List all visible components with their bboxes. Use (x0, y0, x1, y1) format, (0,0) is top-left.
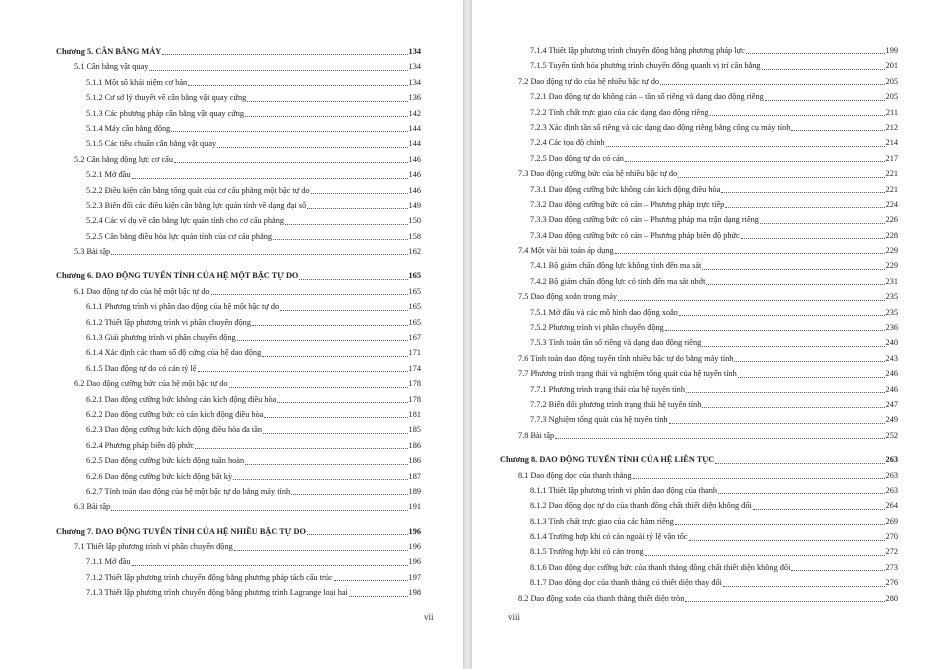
toc-entry-page: 146 (408, 154, 421, 164)
dot-leader (678, 176, 884, 178)
toc-entry-title: 5.2.5 Cân bằng điều hòa lực quán tính của cơ cấu phẳng (86, 231, 273, 241)
toc-entry-page: 228 (885, 230, 898, 240)
toc-section-entry (56, 539, 421, 554)
toc-entry-title: 5.1 Cân bằng vật quay (74, 62, 149, 72)
toc-section-entry (500, 74, 898, 89)
dot-leader (229, 386, 408, 388)
toc-entry-title: 6.1.4 Xác định các tham số độ cứng của hệ dao động (86, 348, 262, 358)
toc-subsection-entry (500, 382, 898, 397)
toc-entry-title: Chương 6. DAO ĐỘNG TUYẾN TÍNH CỦA HỆ MỘT BẬC TỰ DO (56, 271, 299, 281)
toc-entry-title: 7.4 Một vài bài toán áp dụng (518, 246, 614, 256)
dot-leader (171, 130, 407, 132)
dot-leader (669, 422, 885, 424)
toc-entry-page: 165 (408, 271, 421, 281)
toc-entry-page: 186 (408, 456, 421, 466)
toc-entry-title: 7.2.3 Xác định tần số riêng và các dạng dao động riêng bằng công cụ máy tính (530, 122, 791, 132)
toc-subsection-entry (500, 514, 898, 529)
toc-entry-title: 8.1.6 Dao động dọc cưỡng bức của thanh thẳng đồng chất thiết diện không đổi (530, 562, 791, 572)
toc-section-entry (56, 152, 421, 167)
toc-subsection-entry (56, 345, 421, 360)
toc-entry-title: 5.1.4 Máy cân bằng động (86, 123, 171, 133)
toc-section-entry (56, 244, 421, 259)
toc-section-entry (500, 243, 898, 258)
toc-subsection-entry (500, 258, 898, 273)
dot-leader (702, 345, 884, 347)
toc-subsection-entry (500, 575, 898, 590)
toc-entry-title: Chương 7. DAO ĐỘNG TUYẾN TÍNH CỦA HỆ NHIỀU BẬC TỰ DO (56, 526, 306, 536)
toc-subsection-entry (500, 182, 898, 197)
toc-entry-page: 171 (408, 348, 421, 358)
toc-subsection-entry (56, 453, 421, 468)
dot-leader (285, 223, 408, 225)
toc-subsection-entry (500, 483, 898, 498)
dot-leader (132, 177, 408, 179)
toc-section-entry (56, 499, 421, 514)
toc-entry-page: 229 (885, 246, 898, 256)
toc-subsection-entry (500, 43, 898, 58)
toc-entry-page: 178 (408, 394, 421, 404)
toc-subsection-entry (56, 121, 421, 136)
toc-entry-page: 165 (408, 317, 421, 327)
dot-leader (311, 192, 408, 194)
dot-leader (753, 508, 885, 510)
toc-entry-title: 7.6 Tính toán dao động tuyến tính nhiều bậc tự do bằng máy tính (518, 353, 734, 363)
toc-entry-page: 263 (885, 455, 898, 465)
dot-leader (760, 222, 885, 224)
right-page (472, 0, 938, 669)
toc-subsection-entry (500, 545, 898, 560)
toc-entry-page: 236 (885, 323, 898, 333)
toc-entry-page: 165 (408, 286, 421, 296)
dot-leader (702, 406, 884, 408)
toc-subsection-entry (500, 560, 898, 575)
toc-entry-page: 165 (408, 302, 421, 312)
toc-entry-page: 185 (408, 425, 421, 435)
toc-entry-title: 7.3.3 Dao động cưỡng bức có cản – Phương pháp ma trận dạng riêng (530, 215, 759, 225)
toc-entry-title: 6.2.2 Dao động cưỡng bức có cản kích động điều hòa (86, 409, 264, 419)
dot-leader (679, 314, 885, 316)
dot-leader (765, 99, 885, 101)
dot-leader (706, 283, 884, 285)
toc-entry-title: Chương 5. CÂN BẰNG MÁY (56, 46, 162, 56)
dot-leader (618, 299, 884, 301)
toc-entry-page: 201 (885, 61, 898, 71)
dot-leader (686, 391, 885, 393)
toc-entry-title: 5.2.4 Các ví dụ về cân bằng lực quán tính cho cơ cấu phẳng (86, 216, 285, 226)
toc-entry-page: 149 (408, 200, 421, 210)
toc-entry-page: 264 (885, 501, 898, 511)
dot-leader (689, 539, 885, 541)
toc-section-entry (500, 366, 898, 381)
toc-entry-title: 7.2.1 Dao động tự do không cản – tần số riêng và dạng dao động riêng (530, 92, 764, 102)
dot-leader (685, 600, 884, 602)
toc-entry-page: 240 (885, 338, 898, 348)
toc-section-entry (500, 468, 898, 483)
dot-leader (791, 129, 884, 131)
page-number-left: vii (424, 612, 434, 622)
toc-entry-title: 7.1.5 Tuyến tính hóa phương trình chuyển động quanh vị trí cân bằng (530, 61, 761, 71)
toc-subsection-entry (56, 469, 421, 484)
toc-entry-page: 263 (885, 485, 898, 495)
page-number-right: viii (508, 612, 521, 622)
toc-entry-title: 8.1.7 Dao động dọc của thanh thẳng có thiết diện thay đổi (530, 578, 722, 588)
toc-entry-page: 134 (408, 77, 421, 87)
toc-entry-page: 189 (408, 486, 421, 496)
toc-chapter-entry (56, 44, 421, 59)
dot-leader (247, 100, 407, 102)
dot-leader (762, 68, 885, 70)
toc-entry-page: 162 (408, 247, 421, 257)
toc-subsection-entry (500, 228, 898, 243)
toc-subsection-entry (500, 397, 898, 412)
toc-right (500, 43, 898, 606)
toc-entry-page: 226 (885, 215, 898, 225)
toc-entry-page: 146 (408, 170, 421, 180)
toc-entry-page: 196 (408, 557, 421, 567)
toc-entry-title: 7.7 Phương trình trạng thái và nghiệm tổng quát của hệ tuyến tính (518, 369, 737, 379)
toc-entry-page: 214 (885, 138, 898, 148)
toc-entry-page: 273 (885, 562, 898, 572)
toc-section-entry (500, 351, 898, 366)
toc-entry-title: 7.8 Bài tập (518, 430, 555, 440)
toc-subsection-entry (56, 106, 421, 121)
toc-subsection-entry (56, 570, 421, 585)
toc-subsection-entry (56, 90, 421, 105)
toc-entry-title: 6.2.7 Tính toán dao động của hệ một bậc tự do bằng máy tính (86, 486, 291, 496)
dot-leader (746, 52, 885, 54)
dot-leader (264, 416, 407, 418)
toc-subsection-entry (500, 135, 898, 150)
dot-leader (149, 69, 407, 71)
toc-entry-title: 6.1.3 Giải phương trình vi phân chuyển động (86, 333, 236, 343)
toc-entry-page: 276 (885, 578, 898, 588)
toc-section-entry (56, 376, 421, 391)
toc-entry-page: 150 (408, 216, 421, 226)
toc-entry-page: 134 (408, 62, 421, 72)
toc-chapter-entry (56, 268, 421, 283)
toc-entry-title: Chương 8. DAO ĐỘNG TUYẾN TÍNH CỦA HỆ LIÊN TỤC (500, 455, 715, 465)
toc-subsection-entry (500, 305, 898, 320)
toc-subsection-entry (500, 335, 898, 350)
dot-leader (715, 462, 884, 464)
toc-entry-page: 198 (408, 588, 421, 598)
toc-entry-page: 243 (885, 353, 898, 363)
toc-entry-title: 7.3.4 Dao động cưỡng bức có cản – Phương pháp biên độ phức (530, 230, 740, 240)
dot-leader (234, 549, 408, 551)
toc-subsection-entry (500, 89, 898, 104)
toc-entry-page: 269 (885, 516, 898, 526)
dot-leader (334, 579, 408, 581)
toc-entry-title: 7.1.4 Thiết lập phương trình chuyển động bằng phương pháp lực (530, 45, 745, 55)
toc-subsection-entry (500, 320, 898, 335)
toc-subsection-entry (500, 151, 898, 166)
toc-entry-title: 7.5 Dao động xoắn trong máy (518, 292, 618, 302)
toc-entry-page: 136 (408, 93, 421, 103)
toc-subsection-entry (56, 75, 421, 90)
toc-entry-page: 263 (885, 470, 898, 480)
toc-entry-page: 272 (885, 547, 898, 557)
toc-subsection-entry (56, 299, 421, 314)
toc-subsection-entry (500, 498, 898, 513)
dot-leader (263, 432, 407, 434)
toc-entry-title: 7.5.3 Tính toán tần số riêng và dạng dao động riêng (530, 338, 702, 348)
toc-entry-title: 6.1.1 Phương trình vi phân dao động của hệ một bậc tự do (86, 302, 280, 312)
toc-subsection-entry (56, 438, 421, 453)
toc-subsection-entry (56, 183, 421, 198)
toc-entry-title: 5.1.3 Các phương pháp cân bằng vật quay cứng (86, 108, 245, 118)
toc-entry-title: 7.3 Dao động cưỡng bức của hệ nhiều bậc tự do (518, 169, 678, 179)
toc-entry-title: 6.2.3 Dao động cưỡng bức kích động điều hòa đa tần (86, 425, 263, 435)
dot-leader (280, 309, 407, 311)
toc-chapter-entry (500, 452, 898, 467)
toc-entry-page: 144 (408, 139, 421, 149)
toc-entry-page: 196 (408, 526, 421, 536)
toc-entry-page: 217 (885, 153, 898, 163)
toc-entry-title: 8.1 Dao động dọc của thanh thẳng (518, 470, 632, 480)
toc-entry-title: 7.7.2 Biến đổi phương trình trạng thái hệ tuyến tính (530, 399, 702, 409)
toc-entry-page: 205 (885, 76, 898, 86)
toc-entry-page: 142 (408, 108, 421, 118)
toc-subsection-entry (56, 213, 421, 228)
dot-leader (738, 376, 885, 378)
dot-leader (299, 278, 407, 280)
dot-leader (675, 523, 885, 525)
toc-entry-title: 6.2.5 Dao động cưỡng bức kích động tuần hoàn (86, 456, 245, 466)
toc-entry-title: 7.3.1 Dao động cưỡng bức không cản kích động điều hòa (530, 184, 721, 194)
dot-leader (252, 324, 408, 326)
toc-subsection-entry (56, 555, 421, 570)
toc-entry-title: 8.1.2 Dao động dọc tự do của thanh đồng chất thiết diện không đổi (530, 501, 752, 511)
toc-subsection-entry (56, 392, 421, 407)
toc-entry-page: 187 (408, 471, 421, 481)
toc-entry-title: 7.5.2 Phương trình vi phân chuyển động (530, 323, 664, 333)
toc-entry-title: 8.1.1 Thiết lập phương trình vi phân dao động của thanh (530, 485, 718, 495)
toc-subsection-entry (56, 167, 421, 182)
dot-leader (791, 569, 884, 571)
toc-entry-page: 211 (885, 107, 898, 117)
toc-entry-title: 5.2.2 Điều kiện cân bằng tổng quát của cơ cấu phẳng một bậc tự do (86, 185, 310, 195)
toc-entry-page: 167 (408, 333, 421, 343)
dot-leader (111, 509, 407, 511)
dot-leader (307, 207, 407, 209)
toc-entry-title: 6.2 Dao động cưỡng bức của hệ một bậc tự do (74, 379, 228, 389)
toc-entry-page: 221 (885, 169, 898, 179)
toc-entry-page: 144 (408, 123, 421, 133)
dot-leader (718, 492, 884, 494)
dot-leader (195, 447, 407, 449)
dot-leader (188, 84, 407, 86)
toc-entry-page: 246 (885, 369, 898, 379)
toc-subsection-entry (56, 422, 421, 437)
toc-entry-title: 7.2.5 Dao động tự do có cản (530, 153, 624, 163)
toc-entry-page: 178 (408, 379, 421, 389)
toc-section-entry (56, 59, 421, 74)
toc-entry-title: 8.1.4 Trường hợp khi có cản ngoài tỷ lệ vận tốc (530, 532, 688, 542)
toc-entry-page: 246 (885, 384, 898, 394)
toc-entry-page: 181 (408, 409, 421, 419)
toc-entry-page: 134 (408, 46, 421, 56)
toc-section-entry (56, 284, 421, 299)
toc-section-entry (500, 289, 898, 304)
toc-entry-title: 8.1.3 Tính chất trực giao của các hàm riêng (530, 516, 674, 526)
toc-subsection-entry (500, 197, 898, 212)
toc-entry-page: 199 (885, 45, 898, 55)
toc-subsection-entry (56, 330, 421, 345)
toc-entry-page: 249 (885, 415, 898, 425)
dot-leader (211, 293, 408, 295)
toc-entry-title: 8.2 Dao động xoắn của thanh thẳng thiết diện tròn (518, 593, 685, 603)
dot-leader (625, 160, 885, 162)
toc-entry-page: 247 (885, 399, 898, 409)
dot-leader (725, 206, 884, 208)
toc-entry-title: 6.1.2 Thiết lập phương trình vi phân chuyển động (86, 317, 251, 327)
dot-leader (217, 146, 407, 148)
toc-entry-title: 8.1.5 Trường hợp khi có cản trong (530, 547, 644, 557)
dot-leader (174, 161, 408, 163)
toc-entry-page: 221 (885, 184, 898, 194)
toc-subsection-entry (500, 529, 898, 544)
dot-leader (633, 477, 885, 479)
toc-entry-page: 229 (885, 261, 898, 271)
dot-leader (233, 478, 407, 480)
toc-entry-title: 6.2.6 Dao động cưỡng bức kích động bất kỳ (86, 471, 233, 481)
toc-subsection-entry (56, 407, 421, 422)
dot-leader (111, 253, 407, 255)
toc-subsection-entry (500, 274, 898, 289)
dot-leader (555, 437, 884, 439)
toc-entry-title: 7.2.2 Tính chất trực giao của các dạng dao động riêng (530, 107, 709, 117)
dot-leader (162, 53, 407, 55)
toc-subsection-entry (500, 212, 898, 227)
dot-leader (291, 493, 407, 495)
toc-entry-page: 197 (408, 572, 421, 582)
dot-leader (273, 238, 407, 240)
toc-subsection-entry (56, 585, 421, 600)
toc-entry-page: 186 (408, 440, 421, 450)
toc-chapter-entry (56, 524, 421, 539)
dot-leader (198, 370, 408, 372)
dot-leader (245, 115, 407, 117)
toc-entry-title: 6.1 Dao động tự do của hệ một bậc tự do (74, 286, 210, 296)
toc-entry-title: 5.1.1 Một số khái niệm cơ bản (86, 77, 188, 87)
dot-leader (277, 401, 407, 403)
toc-entry-title: 5.1.2 Cơ sở lý thuyết về cân bằng vật quay cứng (86, 93, 247, 103)
dot-leader (615, 252, 885, 254)
toc-subsection-entry (56, 198, 421, 213)
toc-entry-title: 5.2.1 Mở đầu (86, 170, 131, 180)
toc-entry-title: 7.7.1 Phương trình trạng thái của hệ tuyến tính (530, 384, 685, 394)
toc-left (56, 44, 421, 601)
dot-leader (660, 83, 885, 85)
toc-subsection-entry (56, 484, 421, 499)
toc-entry-page: 252 (885, 430, 898, 440)
toc-entry-page: 235 (885, 292, 898, 302)
toc-entry-title: 6.3 Bài tập (74, 502, 111, 512)
toc-entry-title: 7.1.3 Thiết lập phương trình chuyển động bằng phương trình Lagrange loại hai (86, 588, 348, 598)
toc-entry-page: 280 (885, 593, 898, 603)
toc-entry-title: 7.1.2 Thiết lập phương trình chuyển động bằng phương pháp tách cấu trúc (86, 572, 333, 582)
dot-leader (132, 564, 408, 566)
toc-entry-page: 146 (408, 185, 421, 195)
toc-section-entry (500, 428, 898, 443)
toc-section-entry (500, 591, 898, 606)
dot-leader (734, 360, 884, 362)
toc-entry-page: 196 (408, 542, 421, 552)
toc-subsection-entry (500, 412, 898, 427)
toc-entry-title: 6.2.1 Dao động cưỡng bức không cản kích động điều hòa (86, 394, 277, 404)
toc-subsection-entry (56, 136, 421, 151)
dot-leader (710, 114, 885, 116)
toc-entry-page: 224 (885, 199, 898, 209)
toc-entry-title: 7.4.2 Bộ giảm chấn động lực có tính đến ma sát nhớt (530, 276, 706, 286)
toc-subsection-entry (56, 229, 421, 244)
toc-entry-page: 212 (885, 122, 898, 132)
dot-leader (262, 355, 407, 357)
dot-leader (237, 339, 408, 341)
toc-entry-title: 7.3.2 Dao động cưỡng bức có cản – Phương pháp trực tiếp (530, 199, 725, 209)
toc-entry-title: 5.2.3 Biến đổi các điều kiện cân bằng lực quán tính về dạng đại số (86, 200, 307, 210)
toc-section-entry (500, 166, 898, 181)
left-page (0, 0, 463, 669)
toc-entry-title: 6.2.4 Phương pháp biên độ phức (86, 440, 195, 450)
toc-entry-title: 5.1.5 Các tiêu chuẩn cân bằng vật quay (86, 139, 217, 149)
toc-entry-title: 5.3 Bài tập (74, 247, 111, 257)
toc-entry-title: 7.4.1 Bộ giảm chấn động lực không tính đến ma sát (530, 261, 702, 271)
toc-entry-title: 7.1 Thiết lập phương trình vi phân chuyển động (74, 542, 233, 552)
toc-subsection-entry (500, 105, 898, 120)
toc-entry-page: 231 (885, 276, 898, 286)
toc-subsection-entry (56, 315, 421, 330)
dot-leader (702, 268, 884, 270)
toc-entry-page: 174 (408, 363, 421, 373)
toc-entry-title: 5.2 Cân bằng động lực cơ cấu (74, 154, 173, 164)
dot-leader (245, 463, 407, 465)
dot-leader (645, 554, 885, 556)
toc-entry-page: 235 (885, 307, 898, 317)
dot-leader (721, 191, 884, 193)
dot-leader (349, 595, 408, 597)
dot-leader (723, 585, 885, 587)
toc-subsection-entry (56, 361, 421, 376)
toc-entry-page: 191 (408, 502, 421, 512)
dot-leader (741, 237, 885, 239)
dot-leader (665, 329, 885, 331)
toc-entry-title: 6.1.5 Dao động tự do có cản tỷ lệ (86, 363, 197, 373)
toc-entry-title: 7.1.1 Mở đầu (86, 557, 131, 567)
toc-subsection-entry (500, 58, 898, 73)
toc-entry-title: 7.2.4 Các tọa độ chính (530, 138, 605, 148)
toc-entry-title: 7.7.3 Nghiệm tổng quát của hệ tuyến tính (530, 415, 668, 425)
toc-entry-title: 7.5.1 Mở đầu và các mô hình dao động xoắn (530, 307, 678, 317)
toc-entry-title: 7.2 Dao động tự do của hệ nhiều bậc tự do (518, 76, 660, 86)
dot-leader (307, 533, 408, 535)
toc-entry-page: 205 (885, 92, 898, 102)
toc-entry-page: 270 (885, 532, 898, 542)
toc-subsection-entry (500, 120, 898, 135)
dot-leader (606, 145, 885, 147)
toc-entry-page: 158 (408, 231, 421, 241)
